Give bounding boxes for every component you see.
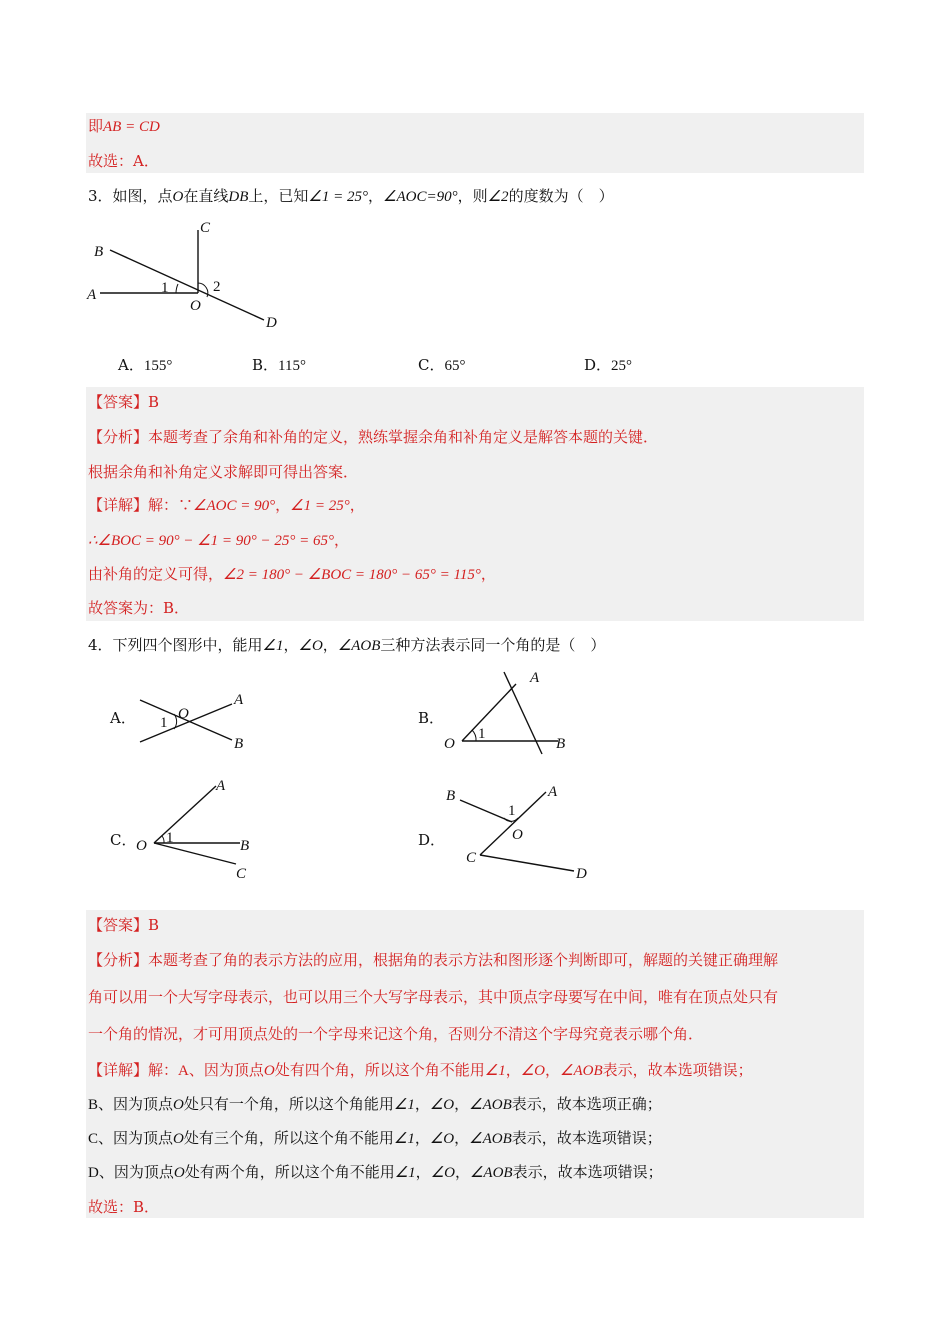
q3-line-bd [110,250,264,320]
q4c-label-1: 1 [166,830,174,846]
q4-analysis-2: 角可以用一个大写字母表示，也可以用三个大写字母表示，其中顶点字母要写在中间，唯有在顶点处只有 [88,988,779,1006]
q3-option-c: C．65° [418,356,466,374]
q4-detail-4: D、因为顶点O处有两个角，所以这个角不能用∠1，∠O，∠AOB表示，故本选项错误； [88,1163,663,1181]
prev-line-1: 即AB = CD [88,117,160,135]
q3-option-b: B．115° [252,356,306,374]
q3-label-b: B [94,244,104,260]
q4c-label-a: A [216,778,226,794]
q4c-line-oa [154,786,216,843]
q4b-arc [472,730,476,741]
q4b-line-oa [462,684,516,741]
q4-answer: 【答案】B [88,916,160,934]
q3-label-a: A [87,287,97,303]
q4-stem: 4．下列四个图形中，能用∠1，∠O，∠AOB三种方法表示同一个角的是（ ） [88,636,606,654]
q4c-label-b: B [240,838,250,854]
q4-fig-d-label: D． [418,831,446,849]
q4-figure-a [130,682,260,754]
q4-analysis-3: 一个角的情况，才可用顶点处的一个字母来记这个角，否则分不清这个字母究竟表示哪个角． [88,1025,704,1043]
q4d-label-a: A [548,784,558,800]
q4c-line-oc [154,843,236,864]
q4b-label-a: A [530,670,540,686]
q4-detail-1: 【详解】解：A、因为顶点O处有四个角，所以这个角不能用∠1，∠O，∠AOB表示，故本选项错误； [88,1061,753,1079]
prev-solution-block [86,113,864,173]
q3-label-2: 2 [213,279,221,295]
q4a-label-1: 1 [160,715,168,731]
q4d-label-b: B [446,788,456,804]
q4-detail-2: B、因为顶点O处只有一个角，所以这个角能用∠1，∠O，∠AOB表示，故本选项正确； [88,1095,662,1113]
q3-detail-line-2: ∴∠BOC = 90° − ∠1 = 90° − 25° = 65°， [88,531,350,549]
q4a-label-o: O [178,706,189,722]
q4c-label-c: C [236,866,247,882]
q3-analysis: 【分析】本题考查了余角和补角的定义，熟练掌握余角和补角定义是解答本题的关键． [88,428,659,446]
q3-label-1: 1 [161,280,169,296]
q4d-label-o: O [512,827,523,843]
q3-option-a: A．155° [118,356,173,374]
q4-analysis-1: 【分析】本题考查了角的表示方法的应用，根据角的表示方法和图形逐个判断即可，解题的关键正确理解 [88,951,779,969]
q4-fig-c-label: C． [110,831,137,849]
q3-figure [80,212,300,337]
q3-label-c: C [200,220,211,236]
q4b-label-b: B [556,736,566,752]
q4d-line-cd [480,855,574,871]
q3-detail: 【详解】解：∵∠AOC = 90°，∠1 = 25°， [88,496,365,514]
q3-label-o: O [190,298,201,314]
q4-fig-a-label: A． [110,709,136,727]
q3-answer: 【答案】B [88,393,160,411]
q4-final: 故选：B． [88,1198,160,1216]
q4d-label-d: D [576,866,587,882]
q4c-label-o: O [136,838,147,854]
q4c-arc [162,836,164,843]
q3-analysis-2: 根据余角和补角定义求解即可得出答案． [88,463,359,481]
q4b-label-o: O [444,736,455,752]
q3-label-d: D [266,315,277,331]
q4-figure-c [132,772,272,882]
q3-stem: 3．如图，点O在直线DB上，已知∠1 = 25°，∠AOC=90°，则∠2的度数为（ ） [88,187,614,205]
q4-detail-3: C、因为顶点O处有三个角，所以这个角不能用∠1，∠O，∠AOB表示，故本选项错误； [88,1129,662,1147]
q3-detail-line-3: 由补角的定义可得，∠2 = 180° − ∠BOC = 180° − 65° = 115°， [88,565,496,583]
q4-fig-b-label: B． [418,709,445,727]
q3-final: 故答案为：B． [88,599,190,617]
q3-option-d: D．25° [584,356,633,374]
q4d-line-ca [480,792,546,855]
q3-arc-1 [176,284,178,293]
q4d-label-c: C [466,850,477,866]
q4-figure-d [440,778,600,888]
q4a-label-a: A [234,692,244,708]
prev-line-2: 故选：A． [88,152,159,170]
q4d-label-1: 1 [508,803,516,819]
q4-figure-b [440,664,580,756]
q4a-label-b: B [234,736,244,752]
q4b-label-1: 1 [478,726,486,742]
